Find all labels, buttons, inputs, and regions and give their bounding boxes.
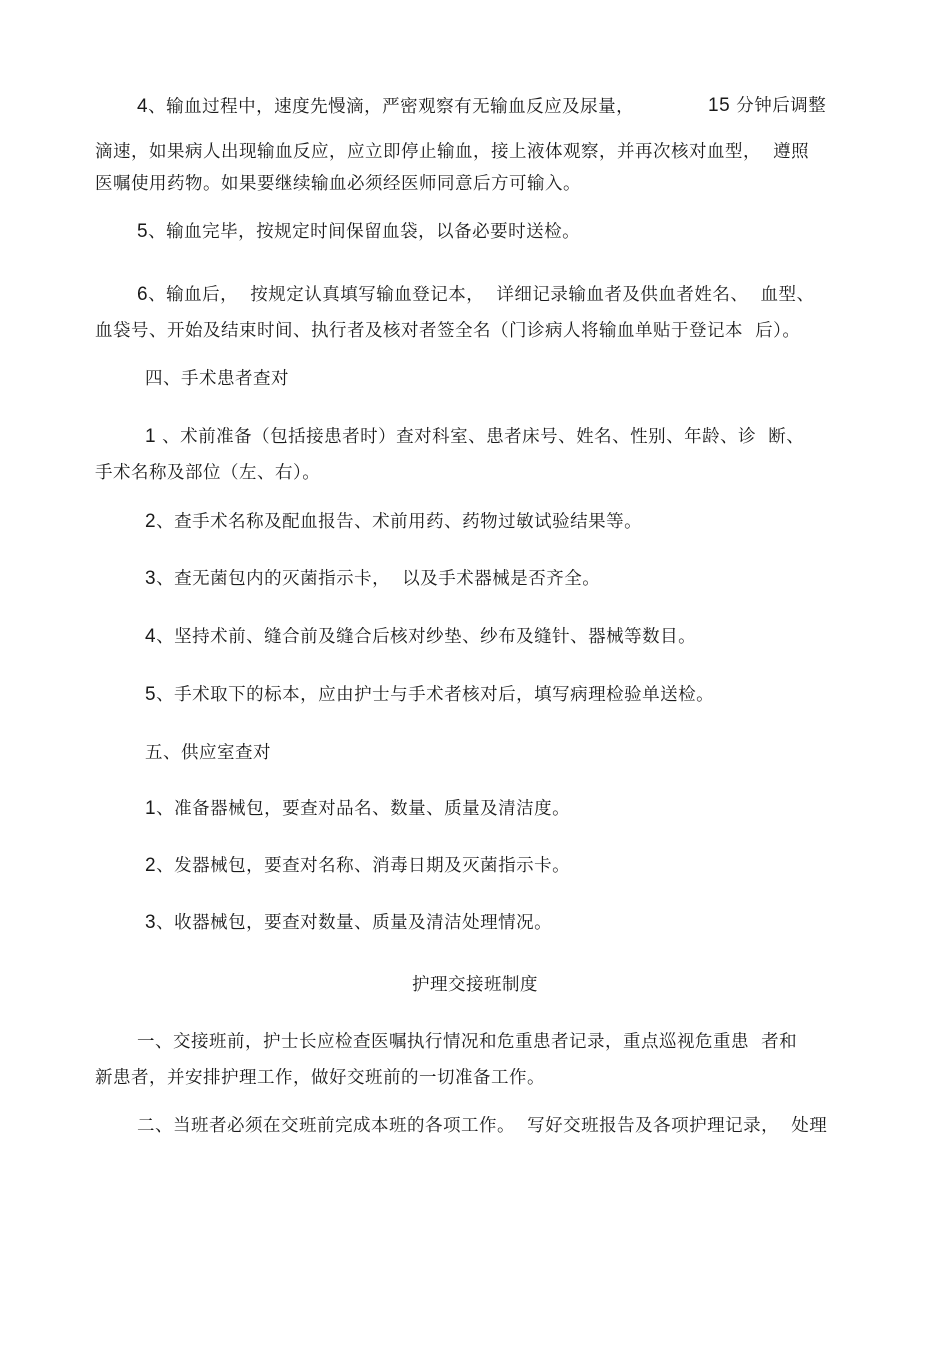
item-number: 4 xyxy=(137,96,149,117)
text-segment: 、查无菌包内的灭菌指示卡， 以及手术器械是否齐全。 xyxy=(156,569,601,589)
item-number: 3 xyxy=(145,912,157,933)
section-5-heading: 五、供应室查对 xyxy=(145,743,271,763)
item-number: 2 xyxy=(145,511,157,532)
section-4-heading: 四、手术患者查对 xyxy=(145,369,289,389)
text-segment: 、准备器械包，要查对品名、数量、质量及清洁度。 xyxy=(156,799,571,819)
handover-rule-2-line-1: 二、当班者必须在交班前完成本班的各项工作。 写好交班报告及各项护理记录， 处理 xyxy=(137,1116,828,1136)
text-segment: 、输血后， 按规定认真填写输血登记本， 详细记录输血者及供血者姓名、 血型、 xyxy=(148,285,815,305)
section-4-item-3 xyxy=(145,567,600,591)
section-4-item-5 xyxy=(145,683,714,707)
section-5-item-2 xyxy=(145,854,570,878)
text-segment: 、输血过程中，速度先慢滴，严密观察有无输血反应及尿量， xyxy=(148,97,635,117)
section-5-item-3 xyxy=(145,911,552,935)
text-segment: 、坚持术前、缝合前及缝合后核对纱垫、纱布及缝针、器械等数目。 xyxy=(156,627,697,647)
handover-title: 护理交接班制度 xyxy=(412,975,538,995)
text-segment: 、查手术名称及配血报告、术前用药、药物过敏试验结果等。 xyxy=(156,512,643,532)
paragraph-4-line-1-tail xyxy=(708,94,826,118)
paragraph-6-line-1 xyxy=(137,283,814,307)
text-segment: 分钟后调整 xyxy=(736,96,827,116)
text-segment: 、收器械包，要查对数量、质量及清洁处理情况。 xyxy=(156,913,553,933)
paragraph-6-line-2: 血袋号、开始及结束时间、执行者及核对者签全名（门诊病人将输血单贴于登记本 后）。 xyxy=(95,321,801,341)
item-number: 5 xyxy=(145,684,157,705)
item-number: 6 xyxy=(137,284,149,305)
paragraph-5 xyxy=(137,220,580,244)
section-4-item-1-line-1 xyxy=(145,425,804,449)
text-segment: 、发器械包，要查对名称、消毒日期及灭菌指示卡。 xyxy=(156,856,571,876)
section-4-item-1-line-2: 手术名称及部位（左、右）。 xyxy=(95,463,321,483)
minutes-number: 15 xyxy=(708,95,731,116)
section-4-item-4 xyxy=(145,625,696,649)
paragraph-4-line-2: 滴速，如果病人出现输血反应，应立即停止输血，接上液体观察，并再次核对血型， 遵照 xyxy=(95,142,810,162)
handover-rule-1-line-2: 新患者，并安排护理工作，做好交班前的一切准备工作。 xyxy=(95,1068,545,1088)
text-segment: 、手术取下的标本，应由护士与手术者核对后，填写病理检验单送检。 xyxy=(156,685,715,705)
text-segment: 、输血完毕，按规定时间保留血袋，以备必要时送检。 xyxy=(148,222,581,242)
item-number: 1 xyxy=(145,798,157,819)
paragraph-4-line-3: 医嘱使用药物。如果要继续输血必须经医师同意后方可输入。 xyxy=(95,174,581,194)
item-number: 5 xyxy=(137,221,149,242)
text-segment: 、术前准备（包括接患者时）查对科室、患者床号、姓名、性别、年龄、诊 断、 xyxy=(162,427,805,447)
item-number: 2 xyxy=(145,855,157,876)
paragraph-4-line-1 xyxy=(137,95,634,119)
section-5-item-1 xyxy=(145,797,570,821)
item-number: 1 xyxy=(145,426,157,447)
item-number: 3 xyxy=(145,568,157,589)
item-number: 4 xyxy=(145,626,157,647)
section-4-item-2 xyxy=(145,510,642,534)
handover-rule-1-line-1: 一、交接班前，护士长应检查医嘱执行情况和危重患者记录，重点巡视危重患 者和 xyxy=(137,1032,798,1052)
